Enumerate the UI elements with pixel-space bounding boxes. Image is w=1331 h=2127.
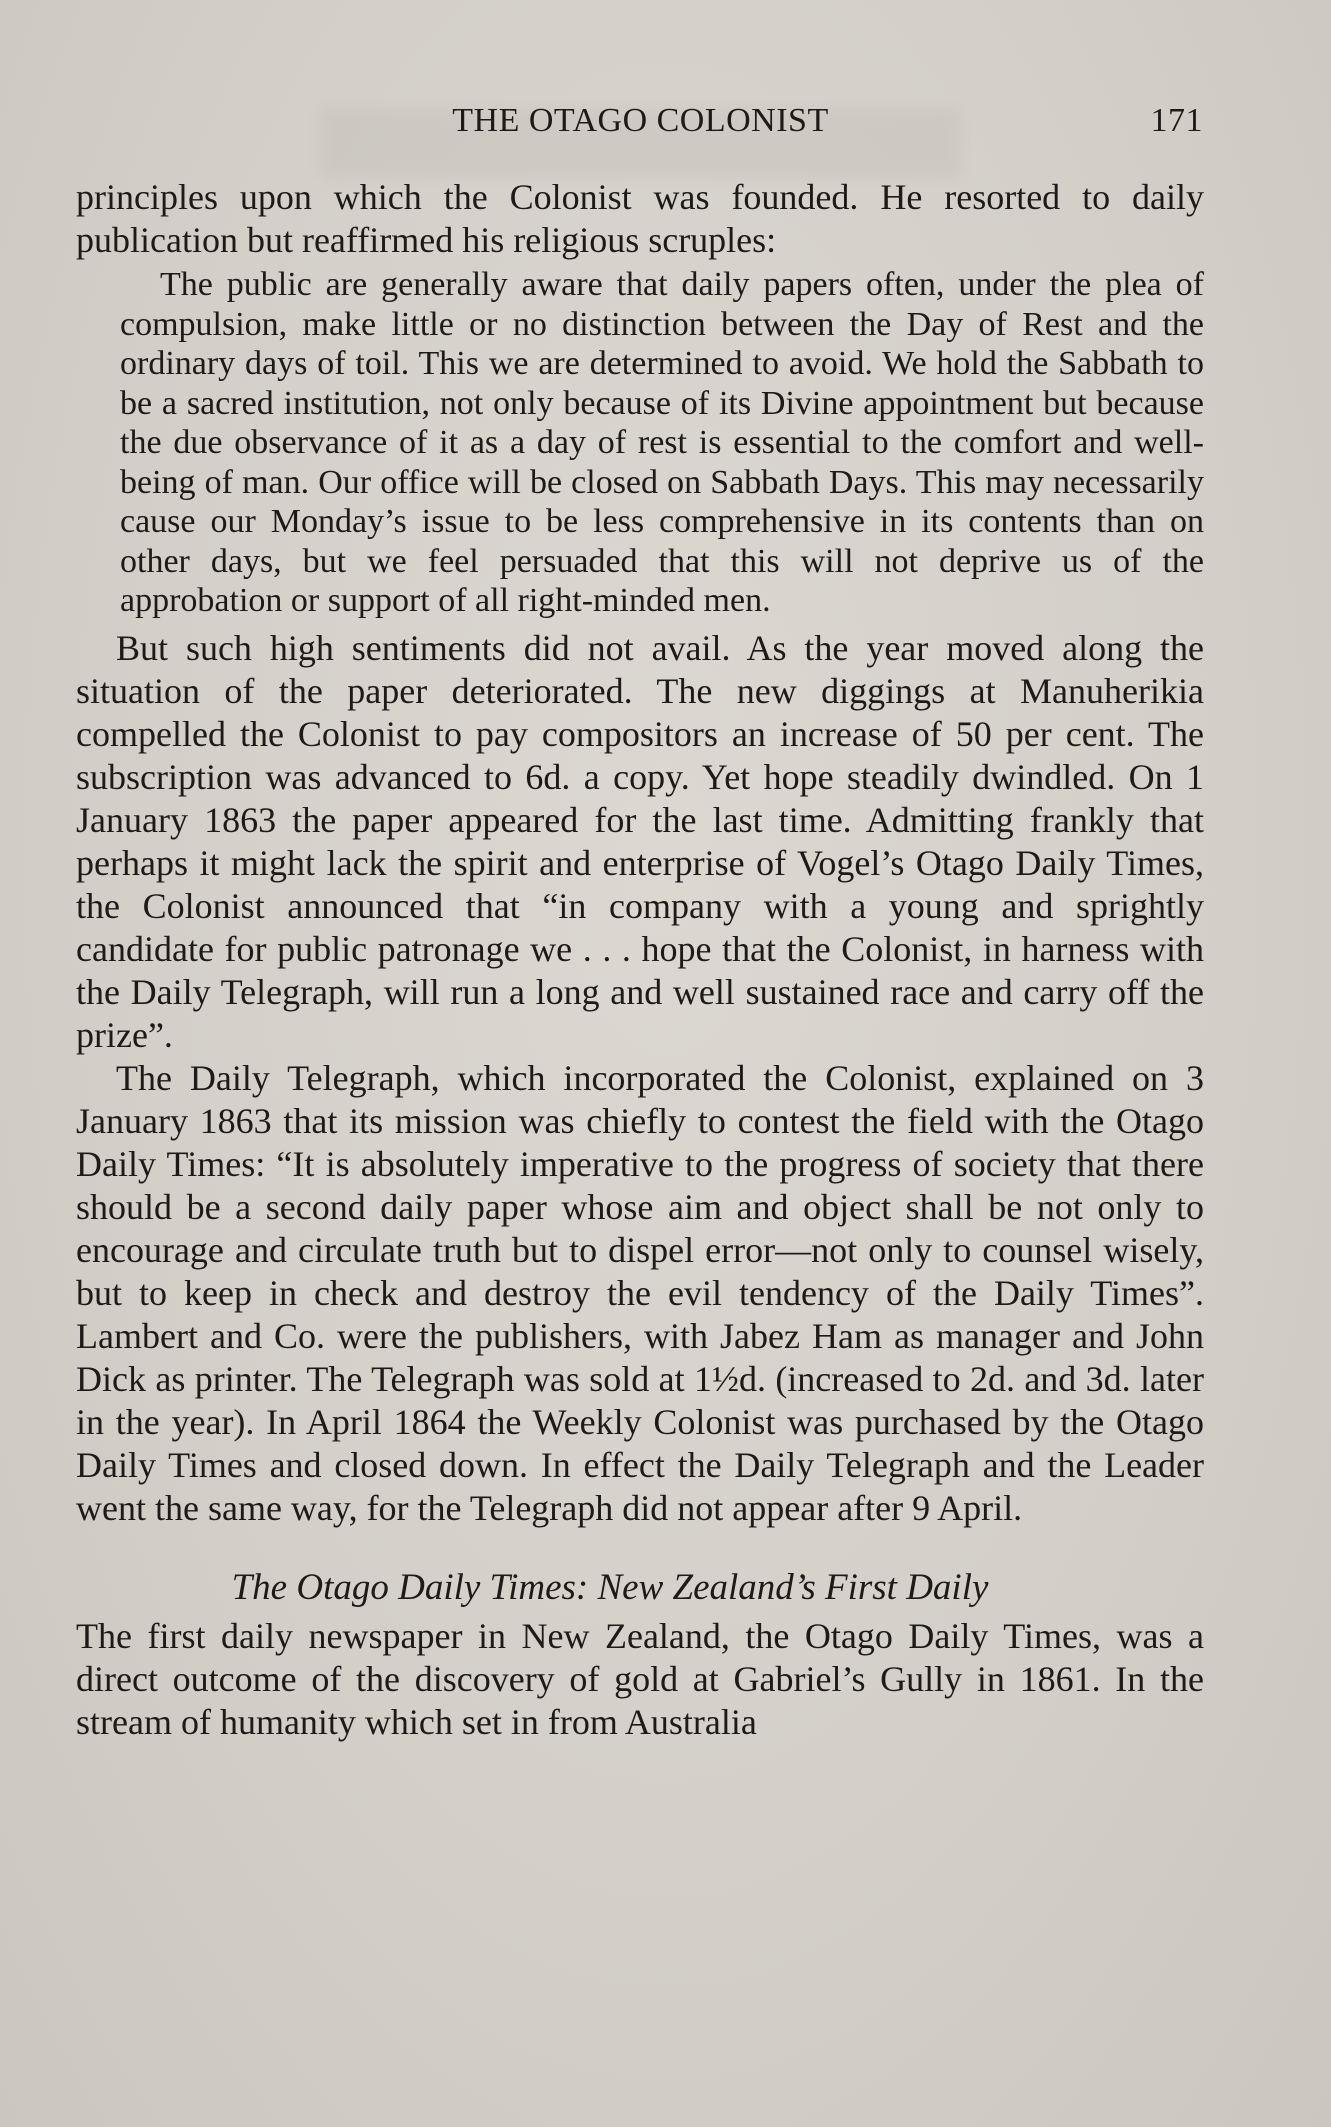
text-block: [76, 176, 1204, 1744]
paragraph-2: But such high sentiments did not avail. As the year moved along the situation of the paper deteriorated. The new diggings at Manuherikia compelled the Colonist to pay compositors an increase of 50 per cent. The subscription was advanced to 6d. a copy. Yet hope steadily dwindled. On 1 January 1863 the paper appeared for the last time. Admitting frankly that perhaps it might lack the spirit and enterprise of Vogel’s Otago Daily Times, the Colonist announced that “in company with a young and sprightly candidate for public patronage we . . . hope that the Colonist, in harness with the Daily Telegraph, will run a long and well sustained race and carry off the prize”.: [76, 627, 1204, 1055]
page-number: 171: [1150, 102, 1203, 139]
paragraph-4: The first daily newspaper in New Zealand, the Otago Daily Times, was a direct outcome of the discovery of gold at Gabriel’s Gully in 1861. In the stream of humanity which set in from Australia: [76, 1615, 1204, 1742]
running-head: [78, 102, 1203, 146]
paragraph-1: principles upon which the Colonist was founded. He resorted to daily publication but reaffirmed his religious scruples:: [76, 177, 1204, 260]
paragraph-3: The Daily Telegraph, which incorporated the Colonist, explained on 3 January 1863 that its mission was chiefly to contest the field with the Otago Daily Times: “It is absolutely imperative to the progress of society that there should be a second daily paper whose aim and object shall be not only to encourage and circulate truth but to dispel error—not only to counsel wisely, but to keep in check and destroy the evil tendency of the Daily Times”. Lambert and Co. were the publishers, with Jabez Ham as manager and John Dick as printer. The Telegraph was sold at 1½d. (increased to 2d. and 3d. later in the year). In April 1864 the Weekly Colonist was purchased by the Otago Daily Times and closed down. In effect the Daily Telegraph and the Leader went the same way, for the Telegraph did not appear after 9 April.: [76, 1057, 1204, 1528]
block-quote: The public are generally aware that daily papers often, under the plea of compulsion, make little or no distinction between the Day of Rest and the ordinary days of toil. This we are determined to avoid. We hold the Sabbath to be a sacred institution, not only because of its Divine appointment but because the due observance of it as a day of rest is essential to the comfort and well-being of man. Our office will be closed on Sabbath Days. This may necessarily cause our Monday’s issue to be less comprehensive in its contents than on other days, but we feel persuaded that this will not deprive us of the approbation or support of all right-minded men.: [120, 266, 1204, 619]
block-quote-wrap: [76, 265, 1204, 621]
running-title: THE OTAGO COLONIST: [452, 102, 829, 139]
section-heading: The Otago Daily Times: New Zealand’s First Daily: [231, 1566, 989, 1608]
